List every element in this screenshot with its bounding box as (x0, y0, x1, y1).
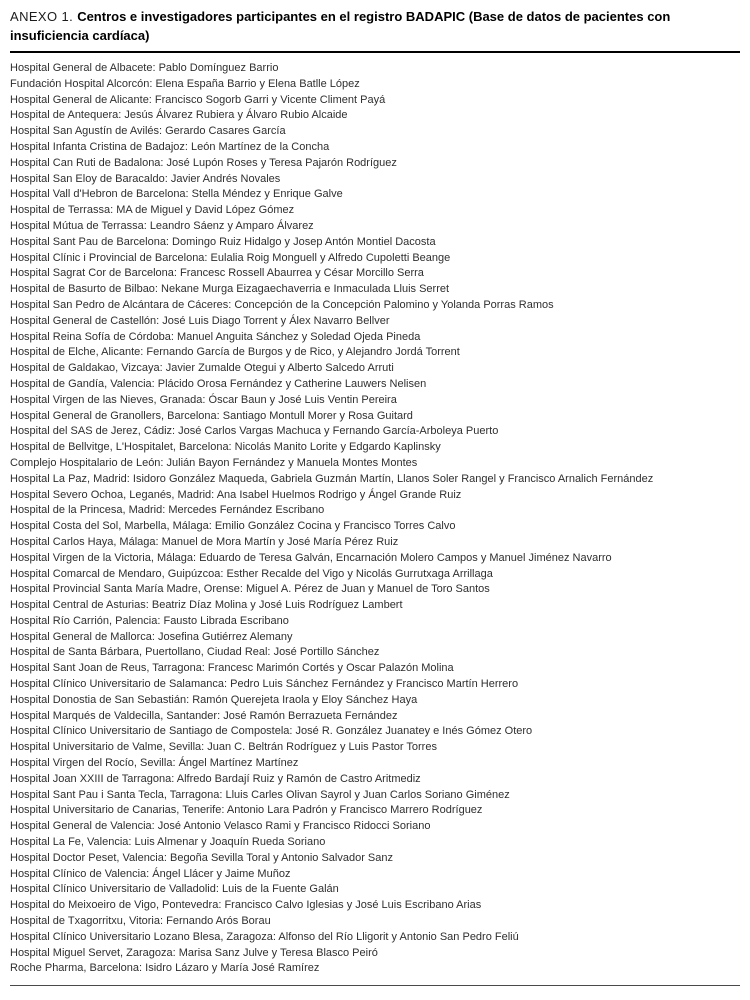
center-name: Hospital General de Mallorca: (10, 630, 158, 643)
investigator-names: Domingo Ruiz Hidalgo y Josep Antón Montiel Dacosta (172, 235, 436, 248)
investigator-names: Plácido Orosa Fernández y Catherine Lauwers Nelisen (157, 377, 427, 390)
center-name: Hospital General de Valencia: (10, 820, 158, 833)
investigator-names: Ana Isabel Huelmos Rodrigo y Ángel Grande Ruiz (216, 488, 462, 501)
investigator-names: Óscar Baun y José Luis Ventin Pereira (208, 393, 397, 406)
center-name: Hospital Provincial Santa María Madre, Orense: (10, 583, 246, 596)
center-name: Hospital Severo Ochoa, Leganés, Madrid: (10, 488, 217, 501)
center-list (10, 61, 740, 977)
list-item (10, 661, 740, 677)
center-name: Hospital Clínic i Provincial de Barcelona: (10, 251, 211, 264)
center-name: Hospital de Santa Bárbara, Puertollano, Ciudad Real: (10, 646, 274, 659)
list-item (10, 298, 740, 314)
list-item (10, 503, 740, 519)
center-name: Hospital Río Carrión, Palencia: (10, 614, 164, 627)
list-item (10, 645, 740, 661)
list-item (10, 788, 740, 804)
investigator-names: Stella Méndez y Enrique Galve (191, 188, 343, 201)
center-name: Hospital Infanta Cristina de Badajoz: (10, 140, 191, 153)
investigator-names: MA de Miguel y David López Gómez (116, 204, 295, 217)
header-divider (10, 51, 740, 53)
center-name: Hospital Clínico de Valencia: (10, 867, 153, 880)
list-item (10, 803, 740, 819)
list-item (10, 187, 740, 203)
investigator-names: Fausto Librada Escribano (163, 614, 289, 627)
list-item (10, 882, 740, 898)
center-name: Hospital do Meixoeiro de Vigo, Pontevedra: (10, 899, 225, 912)
investigator-names: Francisco Sogorb Garri y Vicente Climent Payá (154, 93, 386, 106)
list-item (10, 314, 740, 330)
list-item (10, 409, 740, 425)
list-item (10, 488, 740, 504)
investigator-names: Isidro Lázaro y María José Ramírez (145, 962, 320, 975)
investigator-names: Isidoro González Maqueda, Gabriela Guzmán Martín, Llanos Soler Rangel y Francisco Arnalich Fernández (132, 472, 654, 485)
center-name: Hospital Mútua de Terrassa: (10, 219, 150, 232)
list-item (10, 946, 740, 962)
investigator-names: Esther Recalde del Vigo y Nicolás Gurrutxaga Arrillaga (226, 567, 493, 580)
center-name: Hospital Virgen de la Victoria, Málaga: (10, 551, 200, 564)
annex-header (10, 8, 740, 45)
list-item (10, 709, 740, 725)
center-name: Fundación Hospital Alcorcón: (10, 77, 156, 90)
center-name: Hospital Clínico Universitario de Salamanca: (10, 678, 231, 691)
investigator-names: Fernando Arós Borau (166, 915, 271, 928)
list-item (10, 140, 740, 156)
list-item (10, 108, 740, 124)
list-item (10, 235, 740, 251)
footer-divider (10, 985, 740, 986)
center-name: Hospital Can Ruti de Badalona: (10, 156, 167, 169)
investigator-names: Ángel Martínez Martínez (178, 757, 299, 770)
investigator-names: Nicolás Manito Lorite y Edgardo Kaplinsky (234, 441, 441, 454)
list-item (10, 693, 740, 709)
list-item (10, 219, 740, 235)
list-item (10, 630, 740, 646)
center-name: Hospital General de Castellón: (10, 314, 163, 327)
list-item (10, 424, 740, 440)
investigator-names: Begoña Sevilla Toral y Antonio Salvador Sanz (169, 851, 393, 864)
center-name: Hospital Sant Pau de Barcelona: (10, 235, 173, 248)
list-item (10, 203, 740, 219)
investigator-names: Antonio Lara Padrón y Francisco Marrero Rodríguez (226, 804, 483, 817)
list-item (10, 614, 740, 630)
center-name: Hospital Sant Joan de Reus, Tarragona: (10, 662, 208, 675)
investigator-names: Miguel A. Pérez de Juan y Manuel de Toro Santos (246, 583, 490, 596)
investigator-names: Juan C. Beltrán Rodríguez y Luis Pastor Torres (207, 741, 437, 754)
investigator-names: Lluis Carles Olivan Sayrol y Juan Carlos Soriano Giménez (225, 788, 510, 801)
center-name: Hospital General de Granollers, Barcelona: (10, 409, 223, 422)
list-item (10, 330, 740, 346)
list-item (10, 393, 740, 409)
list-item (10, 61, 740, 77)
investigator-names: Fernando García de Burgos y de Rico, y Alejandro Jordá Torrent (146, 346, 460, 359)
center-name: Hospital del SAS de Jerez, Cádiz: (10, 425, 179, 438)
center-name: Hospital Universitario de Valme, Sevilla: (10, 741, 208, 754)
center-name: Hospital San Agustín de Avilés: (10, 125, 166, 138)
investigator-names: Concepción de la Concepción Palomino y Yolanda Porras Ramos (234, 298, 554, 311)
center-name: Hospital La Fe, Valencia: (10, 836, 135, 849)
center-name: Hospital Comarcal de Mendaro, Guipúzcoa: (10, 567, 227, 580)
investigator-names: José Lupón Roses y Teresa Pajarón Rodríguez (166, 156, 397, 169)
investigator-names: Javier Andrés Novales (170, 172, 281, 185)
investigator-names: Ángel Llácer y Jaime Muñoz (152, 867, 291, 880)
list-item (10, 724, 740, 740)
center-name: Hospital San Pedro de Alcántara de Cáceres: (10, 298, 235, 311)
list-item (10, 172, 740, 188)
investigator-names: Ramón Querejeta Iraola y Eloy Sánchez Haya (192, 693, 418, 706)
list-item (10, 93, 740, 109)
investigator-names: Leandro Sáenz y Amparo Álvarez (149, 219, 314, 232)
investigator-names: Julián Bayon Fernández y Manuela Montes Montes (166, 456, 418, 469)
center-name: Hospital de la Princesa, Madrid: (10, 504, 169, 517)
investigator-names: Francisco Calvo Iglesias y José Luis Escribano Arias (224, 899, 482, 912)
list-item (10, 819, 740, 835)
list-item (10, 851, 740, 867)
center-name: Roche Pharma, Barcelona: (10, 962, 146, 975)
investigator-names: Manuel Anguita Sánchez y Soledad Ojeda Pineda (176, 330, 421, 343)
list-item (10, 930, 740, 946)
list-item (10, 361, 740, 377)
center-name: Complejo Hospitalario de León: (10, 456, 167, 469)
list-item (10, 535, 740, 551)
list-item (10, 472, 740, 488)
list-item (10, 266, 740, 282)
investigator-names: Marisa Sanz Julve y Teresa Blasco Peiró (178, 946, 378, 959)
investigator-names: José Portillo Sánchez (273, 646, 380, 659)
list-item (10, 456, 740, 472)
investigator-names: José Luis Diago Torrent y Álex Navarro Bellver (162, 314, 390, 327)
center-name: Hospital San Eloy de Baracaldo: (10, 172, 171, 185)
investigator-names: José Carlos Vargas Machuca y Fernando García-Arboleya Puerto (178, 425, 499, 438)
center-name: Hospital Doctor Peset, Valencia: (10, 851, 170, 864)
center-name: Hospital General de Alicante: (10, 93, 155, 106)
investigator-names: Elena España Barrio y Elena Batlle López (155, 77, 360, 90)
list-item (10, 77, 740, 93)
center-name: Hospital de Basurto de Bilbao: (10, 283, 162, 296)
list-item (10, 440, 740, 456)
annex-label: ANEXO 1. (10, 9, 78, 24)
list-item (10, 867, 740, 883)
list-item (10, 598, 740, 614)
list-item (10, 835, 740, 851)
investigator-names: Luis de la Fuente Galán (221, 883, 339, 896)
center-name: Hospital Marqués de Valdecilla, Santander: (10, 709, 224, 722)
list-item (10, 567, 740, 583)
center-name: Hospital de Elche, Alicante: (10, 346, 147, 359)
list-item (10, 898, 740, 914)
list-item (10, 282, 740, 298)
investigator-names: León Martínez de la Concha (191, 140, 330, 153)
center-name: Hospital de Bellvitge, L'Hospitalet, Barcelona: (10, 441, 235, 454)
center-name: Hospital Virgen de las Nieves, Granada: (10, 393, 209, 406)
center-name: Hospital de Gandía, Valencia: (10, 377, 158, 390)
investigator-names: Eulalia Roig Monguell y Alfredo Cupoletti Beange (210, 251, 451, 264)
center-name: Hospital Donostia de San Sebastián: (10, 693, 193, 706)
list-item (10, 519, 740, 535)
investigator-names: José Ramón Berrazueta Fernández (223, 709, 398, 722)
investigator-names: Javier Zumalde Otegui y Alberto Salcedo Arruti (165, 362, 394, 375)
center-name: Hospital Joan XXIII de Tarragona: (10, 772, 177, 785)
list-item (10, 914, 740, 930)
list-item (10, 677, 740, 693)
list-item (10, 251, 740, 267)
center-name: Hospital La Paz, Madrid: (10, 472, 133, 485)
investigator-names: Alfonso del Río Lligorit y Antonio San Pedro Feliú (278, 930, 519, 943)
investigator-names: Pablo Domínguez Barrio (158, 62, 279, 74)
investigator-names: Luis Almenar y Joaquín Rueda Soriano (134, 836, 326, 849)
investigator-names: Nekane Murga Eizagaechaverria e Inmaculada Lluis Serret (161, 283, 450, 296)
investigator-names: Alfredo Bardají Ruiz y Ramón de Castro Aritmediz (176, 772, 421, 785)
center-name: Hospital Carlos Haya, Málaga: (10, 535, 162, 548)
list-item (10, 961, 740, 977)
center-name: Hospital Clínico Universitario Lozano Blesa, Zaragoza: (10, 930, 279, 943)
investigator-names: Jesús Álvarez Rubiera y Álvaro Rubio Alcaide (124, 109, 348, 122)
investigator-names: Gerardo Casares García (165, 125, 286, 138)
center-name: Hospital Universitario de Canarias, Tenerife: (10, 804, 227, 817)
center-name: Hospital Sant Pau i Santa Tecla, Tarragona: (10, 788, 226, 801)
list-item (10, 345, 740, 361)
list-item (10, 582, 740, 598)
list-item (10, 551, 740, 567)
investigator-names: Manuel de Mora Martín y José María Pérez Ruiz (161, 535, 399, 548)
investigator-names: Santiago Montull Morer y Rosa Guitard (222, 409, 413, 422)
center-name: Hospital Vall d'Hebron de Barcelona: (10, 188, 192, 201)
investigator-names: José R. González Juanatey e Inés Gómez Otero (295, 725, 533, 738)
list-item (10, 756, 740, 772)
list-item (10, 772, 740, 788)
center-name: Hospital Reina Sofía de Córdoba: (10, 330, 177, 343)
center-name: Hospital Miguel Servet, Zaragoza: (10, 946, 179, 959)
center-name: Hospital Virgen del Rocío, Sevilla: (10, 757, 179, 770)
investigator-names: Mercedes Fernández Escribano (168, 504, 325, 517)
page-title: Centros e investigadores participantes en el registro BADAPIC (Base de datos de pacientes con insuficiencia cardíaca) (10, 9, 671, 43)
investigator-names: Francesc Marimón Cortés y Oscar Palazón Molina (207, 662, 454, 675)
center-name: Hospital de Antequera: (10, 109, 125, 122)
center-name: Hospital Sagrat Cor de Barcelona: (10, 267, 180, 280)
investigator-names: José Antonio Velasco Rami y Francisco Ridocci Soriano (157, 820, 431, 833)
center-name: Hospital Costa del Sol, Marbella, Málaga: (10, 520, 215, 533)
center-name: Hospital Central de Asturias: (10, 599, 152, 612)
list-item (10, 377, 740, 393)
investigator-names: Emilio González Cocina y Francisco Torres Calvo (214, 520, 456, 533)
list-item (10, 124, 740, 140)
investigator-names: Beatriz Díaz Molina y José Luis Rodríguez Lambert (151, 599, 403, 612)
investigator-names: Eduardo de Teresa Galván, Encarnación Molero Campos y Manuel Jiménez Navarro (199, 551, 612, 564)
investigator-names: Francesc Rossell Abaurrea y César Morcillo Serra (179, 267, 424, 280)
center-name: Hospital de Terrassa: (10, 204, 117, 217)
investigator-names: Pedro Luis Sánchez Fernández y Francisco Martín Herrero (230, 678, 519, 691)
center-name: Hospital de Galdakao, Vizcaya: (10, 362, 166, 375)
list-item (10, 740, 740, 756)
list-item (10, 156, 740, 172)
center-name: Hospital de Txagorritxu, Vitoria: (10, 915, 167, 928)
center-name: Hospital Clínico Universitario de Santiago de Compostela: (10, 725, 296, 738)
center-name: Hospital General de Albacete: (10, 62, 159, 74)
center-name: Hospital Clínico Universitario de Valladolid: (10, 883, 222, 896)
investigator-names: Josefina Gutiérrez Alemany (157, 630, 293, 643)
